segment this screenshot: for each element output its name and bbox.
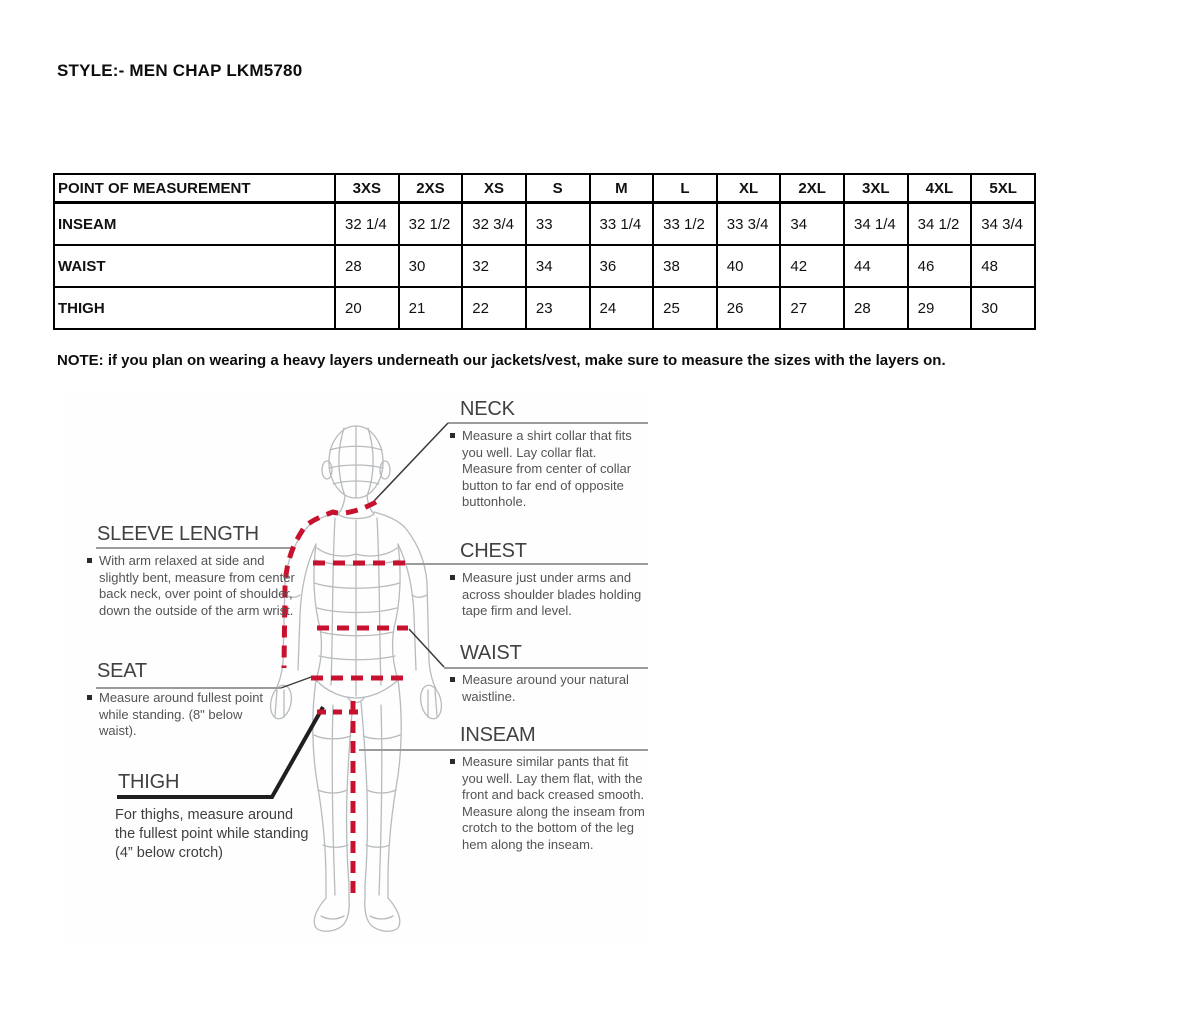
- table-cell: 42: [780, 245, 844, 287]
- table-cell: 34 3/4: [971, 203, 1035, 246]
- table-cell: 24: [590, 287, 654, 329]
- table-cell: 30: [971, 287, 1035, 329]
- section-sleeve-length: [85, 523, 301, 619]
- table-cell: 48: [971, 245, 1035, 287]
- table-row-waist: [54, 245, 1035, 287]
- table-cell: 20: [335, 287, 399, 329]
- table-cell: 27: [780, 287, 844, 329]
- row-label: WAIST: [54, 245, 335, 287]
- measurement-diagram: [65, 390, 650, 945]
- column-header-s: S: [526, 174, 590, 203]
- table-cell: 34 1/4: [844, 203, 908, 246]
- note-text: NOTE: if you plan on wearing a heavy layers underneath our jackets/vest, make sure to measure the sizes with the layers on.: [57, 352, 946, 369]
- section-inseam: [448, 724, 650, 853]
- row-label: THIGH: [54, 287, 335, 329]
- chest-description: Measure just under arms and across shoulder blades holding tape firm and level.: [448, 570, 650, 620]
- table-cell: 32 3/4: [462, 203, 526, 246]
- neck-description: Measure a shirt collar that fits you well. Lay collar flat. Measure from center of collar button to far end of opposite buttonhole.: [448, 428, 650, 511]
- column-header-5xl: 5XL: [971, 174, 1035, 203]
- table-cell: 34: [526, 245, 590, 287]
- table-row-thigh: [54, 287, 1035, 329]
- table-cell: 30: [399, 245, 463, 287]
- neck-label: NECK: [460, 398, 515, 420]
- section-neck: [448, 398, 650, 511]
- waist-label: WAIST: [460, 642, 522, 664]
- table-cell: 22: [462, 287, 526, 329]
- waist-description: Measure around your natural waistline.: [448, 672, 650, 705]
- table-cell: 23: [526, 287, 590, 329]
- bullet-icon: [87, 558, 92, 563]
- column-header-3xl: 3XL: [844, 174, 908, 203]
- table-cell: 36: [590, 245, 654, 287]
- size-table: [53, 173, 1036, 330]
- column-header-xs: XS: [462, 174, 526, 203]
- column-header-point-of-measurement: POINT OF MEASUREMENT: [54, 174, 335, 203]
- page-title: STYLE:- MEN CHAP LKM5780: [57, 61, 303, 80]
- table-cell: 28: [335, 245, 399, 287]
- table-cell: 33 3/4: [717, 203, 781, 246]
- seat-description: Measure around fullest point while standing. (8" below waist).: [85, 690, 281, 740]
- bullet-icon: [450, 575, 455, 580]
- table-cell: 33: [526, 203, 590, 246]
- thigh-description: For thighs, measure around the fullest point while standing (4” below crotch): [115, 807, 309, 861]
- section-seat: [85, 660, 281, 740]
- table-cell: 34 1/2: [908, 203, 972, 246]
- bullet-icon: [450, 433, 455, 438]
- column-header-xl: XL: [717, 174, 781, 203]
- table-row-inseam: [54, 203, 1035, 246]
- table-cell: 21: [399, 287, 463, 329]
- table-cell: 33 1/4: [590, 203, 654, 246]
- table-cell: 32 1/4: [335, 203, 399, 246]
- table-header-row: [54, 174, 1035, 203]
- table-cell: 28: [844, 287, 908, 329]
- table-cell: 25: [653, 287, 717, 329]
- seat-label: SEAT: [97, 660, 147, 682]
- bullet-icon: [450, 677, 455, 682]
- inseam-description: Measure similar pants that fit you well. Lay them flat, with the front and back creased smooth. Measure along the inseam from crotch to the bottom of the leg hem along the inseam.: [448, 754, 650, 853]
- neck-leader-line: [374, 423, 448, 501]
- table-cell: 46: [908, 245, 972, 287]
- bullet-icon: [87, 695, 92, 700]
- table-cell: 29: [908, 287, 972, 329]
- column-header-2xs: 2XS: [399, 174, 463, 203]
- row-label: INSEAM: [54, 203, 335, 246]
- chest-label: CHEST: [460, 540, 527, 562]
- column-header-4xl: 4XL: [908, 174, 972, 203]
- section-chest: [448, 540, 650, 620]
- table-cell: 26: [717, 287, 781, 329]
- section-thigh: [115, 771, 315, 863]
- column-header-3xs: 3XS: [335, 174, 399, 203]
- column-header-m: M: [590, 174, 654, 203]
- table-cell: 33 1/2: [653, 203, 717, 246]
- sleeve-length-label: SLEEVE LENGTH: [97, 523, 259, 545]
- table-cell: 34: [780, 203, 844, 246]
- seat-leader-line: [281, 676, 314, 688]
- column-header-l: L: [653, 174, 717, 203]
- column-header-2xl: 2XL: [780, 174, 844, 203]
- waist-leader-line: [409, 629, 444, 667]
- table-cell: 32: [462, 245, 526, 287]
- bullet-icon: [450, 759, 455, 764]
- inseam-label: INSEAM: [460, 724, 536, 746]
- table-cell: 44: [844, 245, 908, 287]
- table-cell: 38: [653, 245, 717, 287]
- section-waist: [448, 642, 650, 705]
- table-cell: 32 1/2: [399, 203, 463, 246]
- table-cell: 40: [717, 245, 781, 287]
- thigh-label: THIGH: [118, 771, 180, 793]
- sleeve-length-description: With arm relaxed at side and slightly bent, measure from center back neck, over point of shoulder, down the outside of the arm wrist.: [85, 553, 301, 619]
